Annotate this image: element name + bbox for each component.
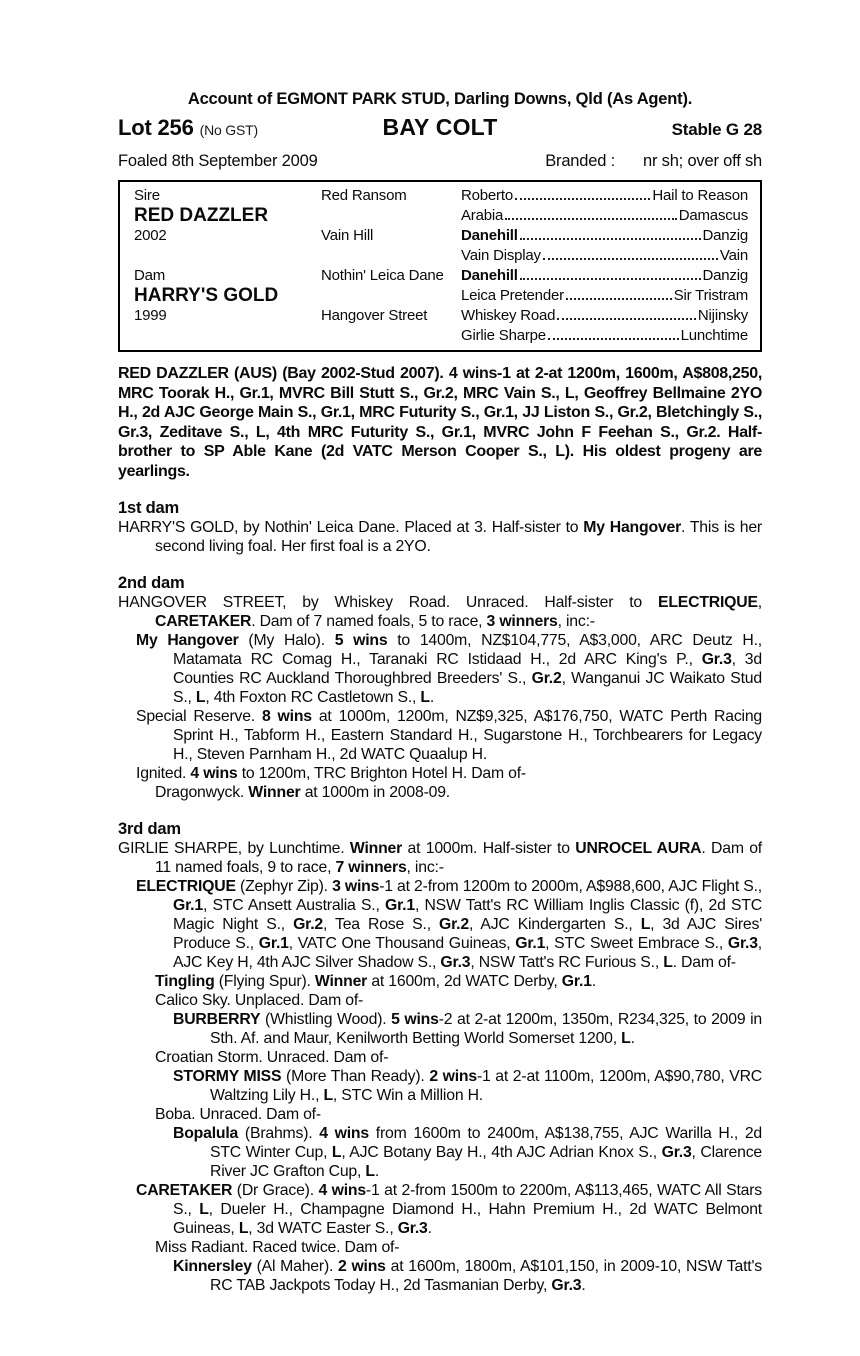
ancestor-name: Roberto [461, 187, 513, 204]
pedigree-paragraph: Special Reserve. 8 wins at 1000m, 1200m, NZ$9,325, A$176,750, WATC Perth Racing Sprint H., Tabform H., Eastern Standard H., Sugarstone H., Torchbearers for Legacy H., Steven Parnham H., 2d WATC Quaalup H. [136, 708, 762, 763]
pedigree-paragraph: Calico Sky. Unplaced. Dam of- [155, 992, 364, 1009]
dot-leader [566, 298, 672, 300]
foaled-row [118, 152, 762, 171]
ancestor-row [461, 206, 748, 226]
pedigree-paragraph: Bopalula (Brahms). 4 wins from 1600m to 2400m, A$138,755, AJC Warilla H., 2d STC Winter Cup, L, AJC Botany Bay H., 4th AJC Adrian Knox S., Gr.3, Clarence River JC Grafton Cup, L. [173, 1125, 762, 1180]
ancestor-row [461, 286, 748, 306]
dot-leader [557, 318, 696, 320]
pedigree-paragraph: CARETAKER (Dr Grace). 4 wins-1 at 2-from 1500m to 2200m, A$113,465, WATC All Stars S., L, Dueler H., Champagne Diamond H., Hahn Premium H., 2d WATC Belmont Guineas, L, 3d WATC Easter S., Gr.3. [136, 1182, 762, 1237]
pedigree-paragraph: HANGOVER STREET, by Whiskey Road. Unraced. Half-sister to ELECTRIQUE, CARETAKER. Dam of 7 named foals, 5 to race, 3 winners, inc:- [118, 594, 762, 630]
lot-row [118, 114, 762, 141]
sire-name: RED DAZZLER [134, 206, 269, 226]
dam-heading: 1st dam [118, 499, 179, 517]
branded-group [545, 152, 762, 171]
ancestor-sire: Sir Tristram [673, 287, 748, 304]
ancestor-sire: Vain [719, 247, 748, 264]
ancestor-row [461, 266, 748, 286]
pedigree-paragraph: Dragonwyck. Winner at 1000m in 2008-09. [155, 784, 450, 801]
ancestor-row [461, 306, 748, 326]
horse-type: BAY COLT [382, 114, 498, 140]
ancestor-name: Leica Pretender [461, 287, 564, 304]
second-dam-name: Hangover Street [321, 307, 428, 324]
ancestor-name: Girlie Sharpe [461, 327, 546, 344]
lot-number: Lot 256 [118, 115, 194, 140]
pedigree-paragraph: BURBERRY (Whistling Wood). 5 wins-2 at 2-at 1200m, 1350m, R234,325, to 2009 in Sth. Af. and Maur, Kenilworth Betting World Somerset 1200, L. [173, 1011, 762, 1047]
dot-leader [548, 338, 679, 340]
dam-sections [118, 498, 762, 1295]
pedigree-paragraph: Croatian Storm. Unraced. Dam of- [155, 1049, 389, 1066]
granddam-name: Vain Hill [321, 227, 374, 244]
dot-leader [515, 198, 650, 200]
pedigree-paragraph: Miss Radiant. Raced twice. Dam of- [155, 1239, 400, 1256]
grandsire-name: Red Ransom [321, 187, 407, 204]
ancestor-row [461, 186, 748, 206]
ancestor-name: Danehill [461, 267, 518, 284]
ancestor-sire: Danzig [702, 267, 748, 284]
dot-leader [543, 258, 718, 260]
pedigree-paragraph: Kinnersley (Al Maher). 2 wins at 1600m, 1800m, A$101,150, in 2009-10, NSW Tatt's RC TAB Jackpots Today H., 2d Tasmanian Derby, Gr.3. [173, 1258, 762, 1294]
dam-year: 1999 [134, 307, 167, 324]
ancestor-row [461, 246, 748, 266]
ancestor-sire: Hail to Reason [652, 187, 748, 204]
account-line: Account of EGMONT PARK STUD, Darling Downs, Qld (As Agent). [187, 90, 693, 108]
stable-number: Stable G 28 [671, 120, 762, 139]
pedigree-paragraph: Ignited. 4 wins to 1200m, TRC Brighton Hotel H. Dam of- [136, 765, 526, 782]
sire-year: 2002 [134, 227, 167, 244]
dot-leader [520, 278, 701, 280]
pedigree-table [118, 180, 762, 352]
ancestor-sire: Nijinsky [697, 307, 748, 324]
ancestor-sire: Lunchtime [680, 327, 748, 344]
ancestor-sire: Damascus [678, 207, 748, 224]
sire-summary: RED DAZZLER (AUS) (Bay 2002-Stud 2007). 4 wins-1 at 2-at 1200m, 1600m, A$808,250, MRC Toorak H., Gr.1, MVRC Bill Stutt S., Gr.2, MRC Vain S., L, Geoffrey Bellmaine 2YO H., 2d AJC George Main S., Gr.1, MRC Futurity S., Gr.1, JJ Liston S., Gr.2, Bletchingly S., Gr.3, Zeditave S., L, 4th MRC Futurity S., Gr.1, MVRC John F Feehan S., Gr.2. Half-brother to SP Able Kane (2d VATC Merson Cooper S., L). His oldest progeny are yearlings. [118, 365, 762, 480]
dam-label: Dam [134, 267, 166, 284]
foaled-date: Foaled 8th September 2009 [118, 152, 318, 170]
ancestor-row [461, 326, 748, 346]
ancestor-name: Vain Display [461, 247, 541, 264]
ancestor-name: Danehill [461, 227, 518, 244]
pedigree-paragraph: GIRLIE SHARPE, by Lunchtime. Winner at 1000m. Half-sister to UNROCEL AURA. Dam of 11 named foals, 9 to race, 7 winners, inc:- [118, 840, 762, 876]
pedigree-paragraph: My Hangover (My Halo). 5 wins to 1400m, NZ$104,775, A$3,000, ARC Deutz H., Matamata RC Comag H., Taranaki RC Istidaad H., 2d ARC King's P., Gr.3, 3d Counties RC Auckland Thoroughbred Breeders' S., Gr.2, Wanganui JC Waikato Stud S., L, 4th Foxton RC Castletown S., L. [136, 632, 762, 706]
branded-label: Branded : [545, 152, 615, 170]
dot-leader [505, 218, 677, 220]
dam-heading: 3rd dam [118, 820, 181, 838]
pedigree-paragraph: ELECTRIQUE (Zephyr Zip). 3 wins-1 at 2-from 1200m to 2000m, A$988,600, AJC Flight S., Gr.1, STC Ansett Australia S., Gr.1, NSW Tatt's RC William Inglis Classic (f), 2d STC Magic Night S., Gr.2, Tea Rose S., Gr.2, AJC Kindergarten S., L, 3d AJC Sires' Produce S., Gr.1, VATC One Thousand Guineas, Gr.1, STC Sweet Embrace S., Gr.3, AJC Key H, 4th AJC Silver Shadow S., Gr.3, NSW Tatt's RC Furious S., L. Dam of- [136, 878, 763, 971]
pedigree-paragraph: HARRY'S GOLD, by Nothin' Leica Dane. Placed at 3. Half-sister to My Hangover. This is her second living foal. Her first foal is a 2YO. [118, 519, 762, 555]
damsire-name: Nothin' Leica Dane [321, 267, 444, 284]
sire-label: Sire [134, 187, 160, 204]
pedigree-paragraph: Boba. Unraced. Dam of- [155, 1106, 321, 1123]
dam-heading: 2nd dam [118, 574, 185, 592]
ancestor-name: Whiskey Road [461, 307, 556, 324]
brand-marks: nr sh; over off sh [643, 152, 762, 170]
dam-name: HARRY'S GOLD [134, 286, 279, 306]
pedigree-paragraph: Tingling (Flying Spur). Winner at 1600m, 2d WATC Derby, Gr.1. [155, 973, 596, 990]
pedigree-paragraph: STORMY MISS (More Than Ready). 2 wins-1 at 2-at 1100m, 1200m, A$90,780, VRC Waltzing Lily H., L, STC Win a Million H. [173, 1068, 762, 1104]
ancestor-name: Arabia [461, 207, 504, 224]
ancestor-sire: Danzig [702, 227, 748, 244]
gst-note: (No GST) [199, 122, 258, 138]
lot-left [118, 115, 383, 141]
ancestor-row [461, 226, 748, 246]
dot-leader [520, 238, 701, 240]
